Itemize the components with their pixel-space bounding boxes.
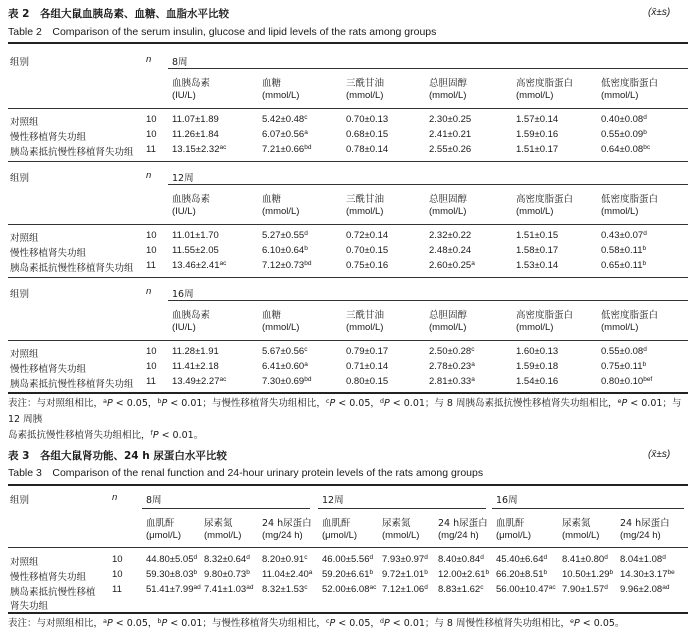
data-cell: 6.41±0.60$^a$ — [262, 361, 308, 372]
column-header: 三酰甘油 — [346, 310, 385, 321]
group-name: 胰岛素抵抗慢性移植肾失功组 — [10, 263, 134, 274]
n-value: 10 — [112, 554, 123, 565]
data-cell: 11.41±2.18 — [172, 361, 219, 372]
data-cell: 7.12±0.73$^{bd}$ — [262, 260, 312, 271]
rule — [492, 508, 684, 509]
data-cell: 1.59±0.18 — [516, 361, 559, 372]
column-header: 血糖 — [262, 310, 282, 321]
column-unit: (mg/24 h) — [620, 530, 661, 541]
data-cell: 0.80±0.10$^{bef}$ — [601, 376, 653, 387]
data-cell: 66.20±8.51$^b$ — [496, 569, 548, 580]
data-cell: 8.32±0.64$^d$ — [204, 554, 250, 565]
column-unit: (μmol/L) — [322, 530, 358, 541]
n-value: 10 — [146, 129, 157, 140]
data-cell: 5.67±0.56$^c$ — [262, 346, 308, 357]
data-cell: 2.50±0.28$^c$ — [429, 346, 475, 357]
column-header: 三酰甘油 — [346, 78, 385, 89]
data-cell: 0.72±0.14 — [346, 230, 389, 241]
column-header: 血糖 — [262, 78, 282, 89]
table2-note — [8, 396, 688, 444]
n-value: 10 — [146, 114, 157, 125]
data-cell: 44.80±5.05$^d$ — [146, 554, 198, 565]
group-name: 慢性移植肾失功组 — [10, 132, 87, 143]
n-value: 11 — [146, 144, 156, 155]
data-cell: 11.07±1.89 — [172, 114, 219, 125]
n-value: 11 — [146, 376, 156, 387]
data-cell: 0.58±0.11$^b$ — [601, 245, 647, 256]
column-unit: (mg/24 h) — [262, 530, 303, 541]
n-header: n — [146, 54, 152, 65]
group-name: 胰岛素抵抗慢性移植肾失功组 — [10, 379, 134, 390]
data-cell: 0.75±0.16 — [346, 260, 389, 271]
group-header: 组别 — [10, 57, 30, 68]
column-unit: (mmol/L) — [262, 90, 300, 101]
data-cell: 0.40±0.08$^d$ — [601, 114, 647, 125]
data-cell: 0.68±0.15 — [346, 129, 389, 140]
table2-note-line2: 岛素抵抗慢性移植肾失功组相比，$^f$P < 0.01。 — [8, 429, 204, 441]
group-name-cont: 肾失功组 — [10, 601, 49, 612]
data-cell: 2.81±0.33$^a$ — [429, 376, 475, 387]
table2-stat: (x̄±s) — [648, 7, 671, 18]
column-unit: (mmol/L) — [346, 322, 384, 333]
data-cell: 11.55±2.05 — [172, 245, 219, 256]
n-value: 10 — [146, 346, 157, 357]
column-unit: (mmol/L) — [346, 206, 384, 217]
column-header: 总胆固醇 — [429, 310, 468, 321]
data-cell: 52.00±6.08$^{ac}$ — [322, 584, 377, 595]
column-header: 血肌酐 — [146, 518, 175, 529]
column-header: 血胰岛素 — [172, 310, 211, 321]
data-cell: 9.96±2.08$^{ad}$ — [620, 584, 670, 595]
column-unit: (mmol/L) — [601, 90, 639, 101]
data-cell: 5.27±0.55$^d$ — [262, 230, 308, 241]
data-cell: 1.59±0.16 — [516, 129, 559, 140]
data-cell: 45.40±6.64$^d$ — [496, 554, 548, 565]
data-cell: 0.43±0.07$^d$ — [601, 230, 647, 241]
data-cell: 8.04±1.08$^d$ — [620, 554, 666, 565]
rule — [8, 224, 688, 225]
table3-title-en: Table 3 Comparison of the renal function and 24-hour urinary protein levels of the rats among groups — [8, 467, 484, 479]
data-cell: 1.53±0.14 — [516, 260, 559, 271]
data-cell: 8.20±0.91$^c$ — [262, 554, 308, 565]
data-cell: 2.60±0.25$^a$ — [429, 260, 475, 271]
data-cell: 1.51±0.15 — [516, 230, 559, 241]
n-value: 10 — [112, 569, 123, 580]
group-name: 胰岛素抵抗慢性移植 — [10, 587, 96, 598]
data-cell: 2.55±0.26 — [429, 144, 472, 155]
group-name: 对照组 — [10, 233, 39, 244]
group-name: 慢性移植肾失功组 — [10, 364, 87, 375]
column-header: 血胰岛素 — [172, 194, 211, 205]
data-cell: 8.83±1.62$^c$ — [438, 584, 484, 595]
data-cell: 11.28±1.91 — [172, 346, 219, 357]
table3-title-cn: 表 3 各组大鼠肾功能、24 h 尿蛋白水平比较 — [8, 450, 227, 462]
rule — [168, 300, 688, 301]
data-cell: 0.55±0.08$^d$ — [601, 346, 647, 357]
column-unit: (μmol/L) — [496, 530, 532, 541]
data-cell: 0.79±0.17 — [346, 346, 389, 357]
data-cell: 1.54±0.16 — [516, 376, 559, 387]
data-cell: 7.41±1.03$^{ad}$ — [204, 584, 254, 595]
period-label: 8周 — [146, 495, 162, 506]
data-cell: 2.41±0.21 — [429, 129, 472, 140]
column-unit: (mmol/L) — [262, 322, 300, 333]
group-header: 组别 — [10, 173, 30, 184]
group-header: 组别 — [10, 289, 30, 300]
column-unit: (IU/L) — [172, 206, 196, 217]
data-cell: 10.50±1.29$^b$ — [562, 569, 614, 580]
data-cell: 59.30±8.03$^b$ — [146, 569, 198, 580]
data-cell: 2.32±0.22 — [429, 230, 472, 241]
column-header: 总胆固醇 — [429, 78, 468, 89]
data-cell: 0.65±0.11$^b$ — [601, 260, 647, 271]
n-value: 11 — [146, 260, 156, 271]
group-header: 组别 — [10, 495, 30, 506]
column-header: 尿素氮 — [562, 518, 591, 529]
column-unit: (mmol/L) — [429, 206, 467, 217]
data-cell: 0.70±0.13 — [346, 114, 389, 125]
rule — [168, 68, 688, 69]
period-label: 12周 — [172, 173, 194, 184]
data-cell: 7.21±0.66$^{bd}$ — [262, 144, 312, 155]
column-header: 高密度脂蛋白 — [516, 78, 574, 89]
rule — [8, 277, 688, 278]
rule — [8, 108, 688, 109]
column-header: 低密度脂蛋白 — [601, 310, 659, 321]
rule — [318, 508, 486, 509]
data-cell: 51.41±7.99$^{ad}$ — [146, 584, 201, 595]
data-cell: 2.30±0.25 — [429, 114, 472, 125]
rule — [142, 508, 310, 509]
period-label: 16周 — [496, 495, 518, 506]
data-cell: 13.49±2.27$^{ac}$ — [172, 376, 227, 387]
data-cell: 5.42±0.48$^c$ — [262, 114, 308, 125]
data-cell: 1.58±0.17 — [516, 245, 559, 256]
data-cell: 9.80±0.73$^b$ — [204, 569, 250, 580]
data-cell: 7.30±0.69$^{bd}$ — [262, 376, 312, 387]
column-unit: (mmol/L) — [204, 530, 242, 541]
group-name: 对照组 — [10, 117, 39, 128]
column-unit: (μmol/L) — [146, 530, 182, 541]
data-cell: 7.12±1.06$^d$ — [382, 584, 428, 595]
column-header: 高密度脂蛋白 — [516, 194, 574, 205]
period-label: 8周 — [172, 57, 188, 68]
group-name: 对照组 — [10, 557, 39, 568]
data-cell: 2.78±0.23$^a$ — [429, 361, 475, 372]
column-unit: (mmol/L) — [516, 206, 554, 217]
column-header: 24 h尿蛋白 — [262, 518, 312, 529]
column-unit: (mmol/L) — [382, 530, 420, 541]
data-cell: 0.55±0.09$^b$ — [601, 129, 647, 140]
column-unit: (mmol/L) — [516, 90, 554, 101]
data-cell: 11.04±2.40$^a$ — [262, 569, 313, 580]
data-cell: 11.26±1.84 — [172, 129, 219, 140]
column-header: 血肌酐 — [322, 518, 351, 529]
column-unit: (mmol/L) — [429, 90, 467, 101]
column-unit: (mmol/L) — [346, 90, 384, 101]
n-header: n — [146, 170, 152, 181]
column-header: 三酰甘油 — [346, 194, 385, 205]
group-name: 对照组 — [10, 349, 39, 360]
column-header: 血糖 — [262, 194, 282, 205]
column-unit: (IU/L) — [172, 90, 196, 101]
data-cell: 46.00±5.56$^d$ — [322, 554, 374, 565]
period-label: 12周 — [322, 495, 344, 506]
column-unit: (mmol/L) — [262, 206, 300, 217]
column-header: 低密度脂蛋白 — [601, 194, 659, 205]
table3-stat: (x̄±s) — [648, 449, 671, 460]
data-cell: 12.00±2.61$^b$ — [438, 569, 490, 580]
column-unit: (mg/24 h) — [438, 530, 479, 541]
table2-title-cn: 表 2 各组大鼠血胰岛素、血糖、血脂水平比较 — [8, 8, 229, 20]
rule — [8, 547, 688, 548]
data-cell: 9.72±1.01$^b$ — [382, 569, 428, 580]
table3-note: 表注：与对照组相比，$^a$P < 0.05，$^b$P < 0.01；与慢性移植肾失功组相比，$^c$P < 0.05，$^d$P < 0.01；与 8 周慢性移植肾失功组相比，$^e$P < 0.05。 — [8, 617, 625, 629]
group-name: 慢性移植肾失功组 — [10, 572, 87, 583]
rule — [8, 340, 688, 341]
data-cell: 14.30±3.17$^{be}$ — [620, 569, 675, 580]
n-header: n — [112, 492, 118, 503]
rule — [168, 184, 688, 185]
data-cell: 8.32±1.53$^c$ — [262, 584, 308, 595]
n-header: n — [146, 286, 152, 297]
table2-title-en: Table 2 Comparison of the serum insulin, glucose and lipid levels of the rats among groups — [8, 26, 437, 38]
column-header: 24 h尿蛋白 — [620, 518, 670, 529]
data-cell: 0.71±0.14 — [346, 361, 389, 372]
data-cell: 1.51±0.17 — [516, 144, 559, 155]
column-unit: (mmol/L) — [516, 322, 554, 333]
column-header: 血胰岛素 — [172, 78, 211, 89]
data-cell: 0.75±0.11$^b$ — [601, 361, 647, 372]
data-cell: 59.20±6.61$^b$ — [322, 569, 374, 580]
n-value: 10 — [146, 361, 157, 372]
data-cell: 6.07±0.56$^a$ — [262, 129, 308, 140]
column-unit: (IU/L) — [172, 322, 196, 333]
data-cell: 0.78±0.14 — [346, 144, 389, 155]
data-cell: 0.70±0.15 — [346, 245, 389, 256]
column-unit: (mmol/L) — [601, 322, 639, 333]
data-cell: 1.60±0.13 — [516, 346, 559, 357]
column-header: 低密度脂蛋白 — [601, 78, 659, 89]
column-header: 尿素氮 — [382, 518, 411, 529]
data-cell: 11.01±1.70 — [172, 230, 219, 241]
data-cell: 1.57±0.14 — [516, 114, 559, 125]
period-label: 16周 — [172, 289, 194, 300]
data-cell: 7.93±0.97$^d$ — [382, 554, 428, 565]
group-name: 慢性移植肾失功组 — [10, 248, 87, 259]
group-name: 胰岛素抵抗慢性移植肾失功组 — [10, 147, 134, 158]
column-header: 总胆固醇 — [429, 194, 468, 205]
data-cell: 13.15±2.32$^{ac}$ — [172, 144, 227, 155]
data-cell: 8.40±0.84$^d$ — [438, 554, 484, 565]
column-header: 血肌酐 — [496, 518, 525, 529]
data-cell: 8.41±0.80$^d$ — [562, 554, 608, 565]
column-unit: (mmol/L) — [562, 530, 600, 541]
data-cell: 0.64±0.08$^{bc}$ — [601, 144, 651, 155]
data-cell: 0.80±0.15 — [346, 376, 389, 387]
column-header: 尿素氮 — [204, 518, 233, 529]
n-value: 10 — [146, 230, 157, 241]
data-cell: 6.10±0.64$^b$ — [262, 245, 308, 256]
table2-note-line1: 表注：与对照组相比，$^a$P < 0.05，$^b$P < 0.01；与慢性移植肾失功组相比，$^c$P < 0.05，$^d$P < 0.01；与 8 周胰岛素抵抗慢性移植肾失功组相比，$^e$P < 0.01；与 12 周胰 — [8, 397, 682, 425]
column-header: 24 h尿蛋白 — [438, 518, 488, 529]
column-unit: (mmol/L) — [429, 322, 467, 333]
column-header: 高密度脂蛋白 — [516, 310, 574, 321]
n-value: 11 — [112, 584, 122, 595]
n-value: 10 — [146, 245, 157, 256]
data-cell: 56.00±10.47$^{ac}$ — [496, 584, 556, 595]
data-cell: 2.48±0.24 — [429, 245, 472, 256]
data-cell: 7.90±1.57$^d$ — [562, 584, 608, 595]
data-cell: 13.46±2.41$^{ac}$ — [172, 260, 227, 271]
rule — [8, 161, 688, 162]
column-unit: (mmol/L) — [601, 206, 639, 217]
